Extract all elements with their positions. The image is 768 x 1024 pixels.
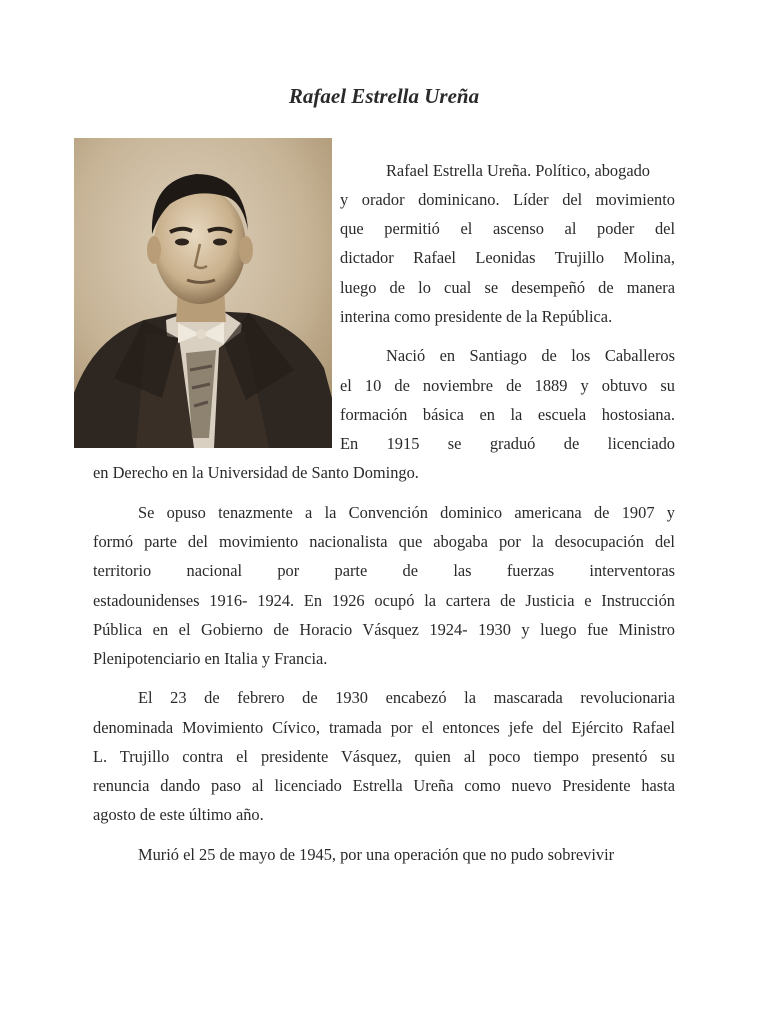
text-line: Rafael Estrella Ureña. Político, abogado — [386, 161, 650, 180]
text-line: formó parte del movimiento nacionalista que abogaba por la desocupación del — [93, 532, 675, 551]
text-line: Pública en el Gobierno de Horacio Vásquez 1924- 1930 y luego fue Ministro — [93, 620, 675, 639]
text-line: que permitió el ascenso al poder del — [340, 219, 675, 238]
text-line: En 1915 se graduó de licenciado — [340, 434, 675, 453]
text-line: Plenipotenciario en Italia y Francia. — [93, 649, 328, 668]
text-line: en Derecho en la Universidad de Santo Domingo. — [93, 463, 419, 482]
text-line: renuncia dando paso al licenciado Estrella Ureña como nuevo Presidente hasta — [93, 776, 675, 795]
text-line: estadounidenses 1916- 1924. En 1926 ocupó la cartera de Justicia e Instrucción — [93, 591, 675, 610]
text-line: y orador dominicano. Líder del movimiento — [340, 190, 675, 209]
text-line: dictador Rafael Leonidas Trujillo Molina, — [340, 248, 675, 267]
portrait-photo — [74, 138, 332, 448]
text-line: Se opuso tenazmente a la Convención dominico americana de 1907 y — [138, 503, 675, 522]
text-line: el 10 de noviembre de 1889 y obtuvo su — [340, 376, 675, 395]
text-line: territorio nacional por parte de las fuerzas interventoras — [93, 561, 675, 580]
text-line: Nació en Santiago de los Caballeros — [386, 346, 675, 365]
text-line: interina como presidente de la República. — [340, 307, 613, 326]
text-line: luego de lo cual se desempeñó de manera — [340, 278, 675, 297]
text-line: denominada Movimiento Cívico, tramada por el entonces jefe del Ejército Rafael — [93, 718, 675, 737]
text-line: L. Trujillo contra el presidente Vásquez, quien al poco tiempo presentó su — [93, 747, 675, 766]
text-line: formación básica en la escuela hostosiana. — [340, 405, 675, 424]
text-line: agosto de este último año. — [93, 805, 264, 824]
text-line: El 23 de febrero de 1930 encabezó la mascarada revolucionaria — [138, 688, 675, 707]
page-title: Rafael Estrella Ureña — [288, 84, 480, 108]
text-line: Murió el 25 de mayo de 1945, por una operación que no pudo sobrevivir — [138, 845, 615, 864]
